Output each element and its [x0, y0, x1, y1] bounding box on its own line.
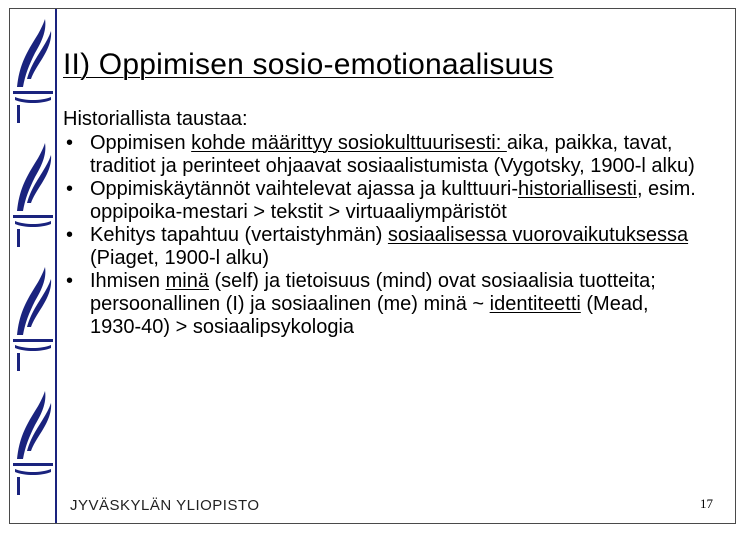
underlined-text: identiteetti: [489, 293, 581, 315]
bullet-text: Oppimiskäytännöt vaihtelevat ajassa ja kulttuuri-: [90, 178, 518, 200]
bullet-item: [63, 270, 703, 339]
bullet-list: [63, 132, 703, 339]
bullet-text: (Piaget, 1900-l alku): [90, 247, 269, 269]
bullet-text: Ihmisen: [90, 270, 166, 292]
bullet-text: Oppimisen: [90, 132, 192, 154]
underlined-text: historiallisesti: [518, 178, 637, 200]
footer-university-name: JYVÄSKYLÄN YLIOPISTO: [70, 497, 260, 514]
bullet-item: [63, 178, 703, 224]
underlined-text: minä: [165, 270, 209, 292]
side-band-divider: [55, 9, 57, 523]
bullet-text: , esim. oppipoika-mestari > tekstit > virtuaaliympäristöt: [90, 178, 696, 223]
bullet-item: [63, 224, 703, 270]
bullet-item: [63, 132, 703, 178]
page-number: 17: [700, 496, 713, 511]
bullet-text: Kehitys tapahtuu (vertaistyhmän): [90, 224, 388, 246]
university-flame-logo-icon: [10, 9, 55, 523]
slide-body: [63, 108, 703, 339]
slide-title: II) Oppimisen sosio-emotionaalisuus: [63, 48, 554, 81]
intro-text: Historiallista taustaa:: [63, 108, 248, 130]
side-logo-band: [10, 9, 55, 523]
bullet-text: (self) ja tietoisuus (mind) ovat sosiaalisia tuotteita; persoonallinen (I) ja sosiaalinen (me) minä ~: [90, 270, 656, 315]
underlined-text: sosiaalisessa vuorovaikutuksessa: [387, 224, 689, 246]
bullet-text: aika, paikka, tavat, traditiot ja perinteet ohjaavat sosiaalistumista (Vygotsky, 1900-l alku): [90, 132, 695, 177]
underlined-text: kohde määrittyy sosiokulttuurisesti:: [191, 132, 507, 154]
bullet-text: (Mead, 1930-40) > sosiaalipsykologia: [90, 293, 649, 338]
